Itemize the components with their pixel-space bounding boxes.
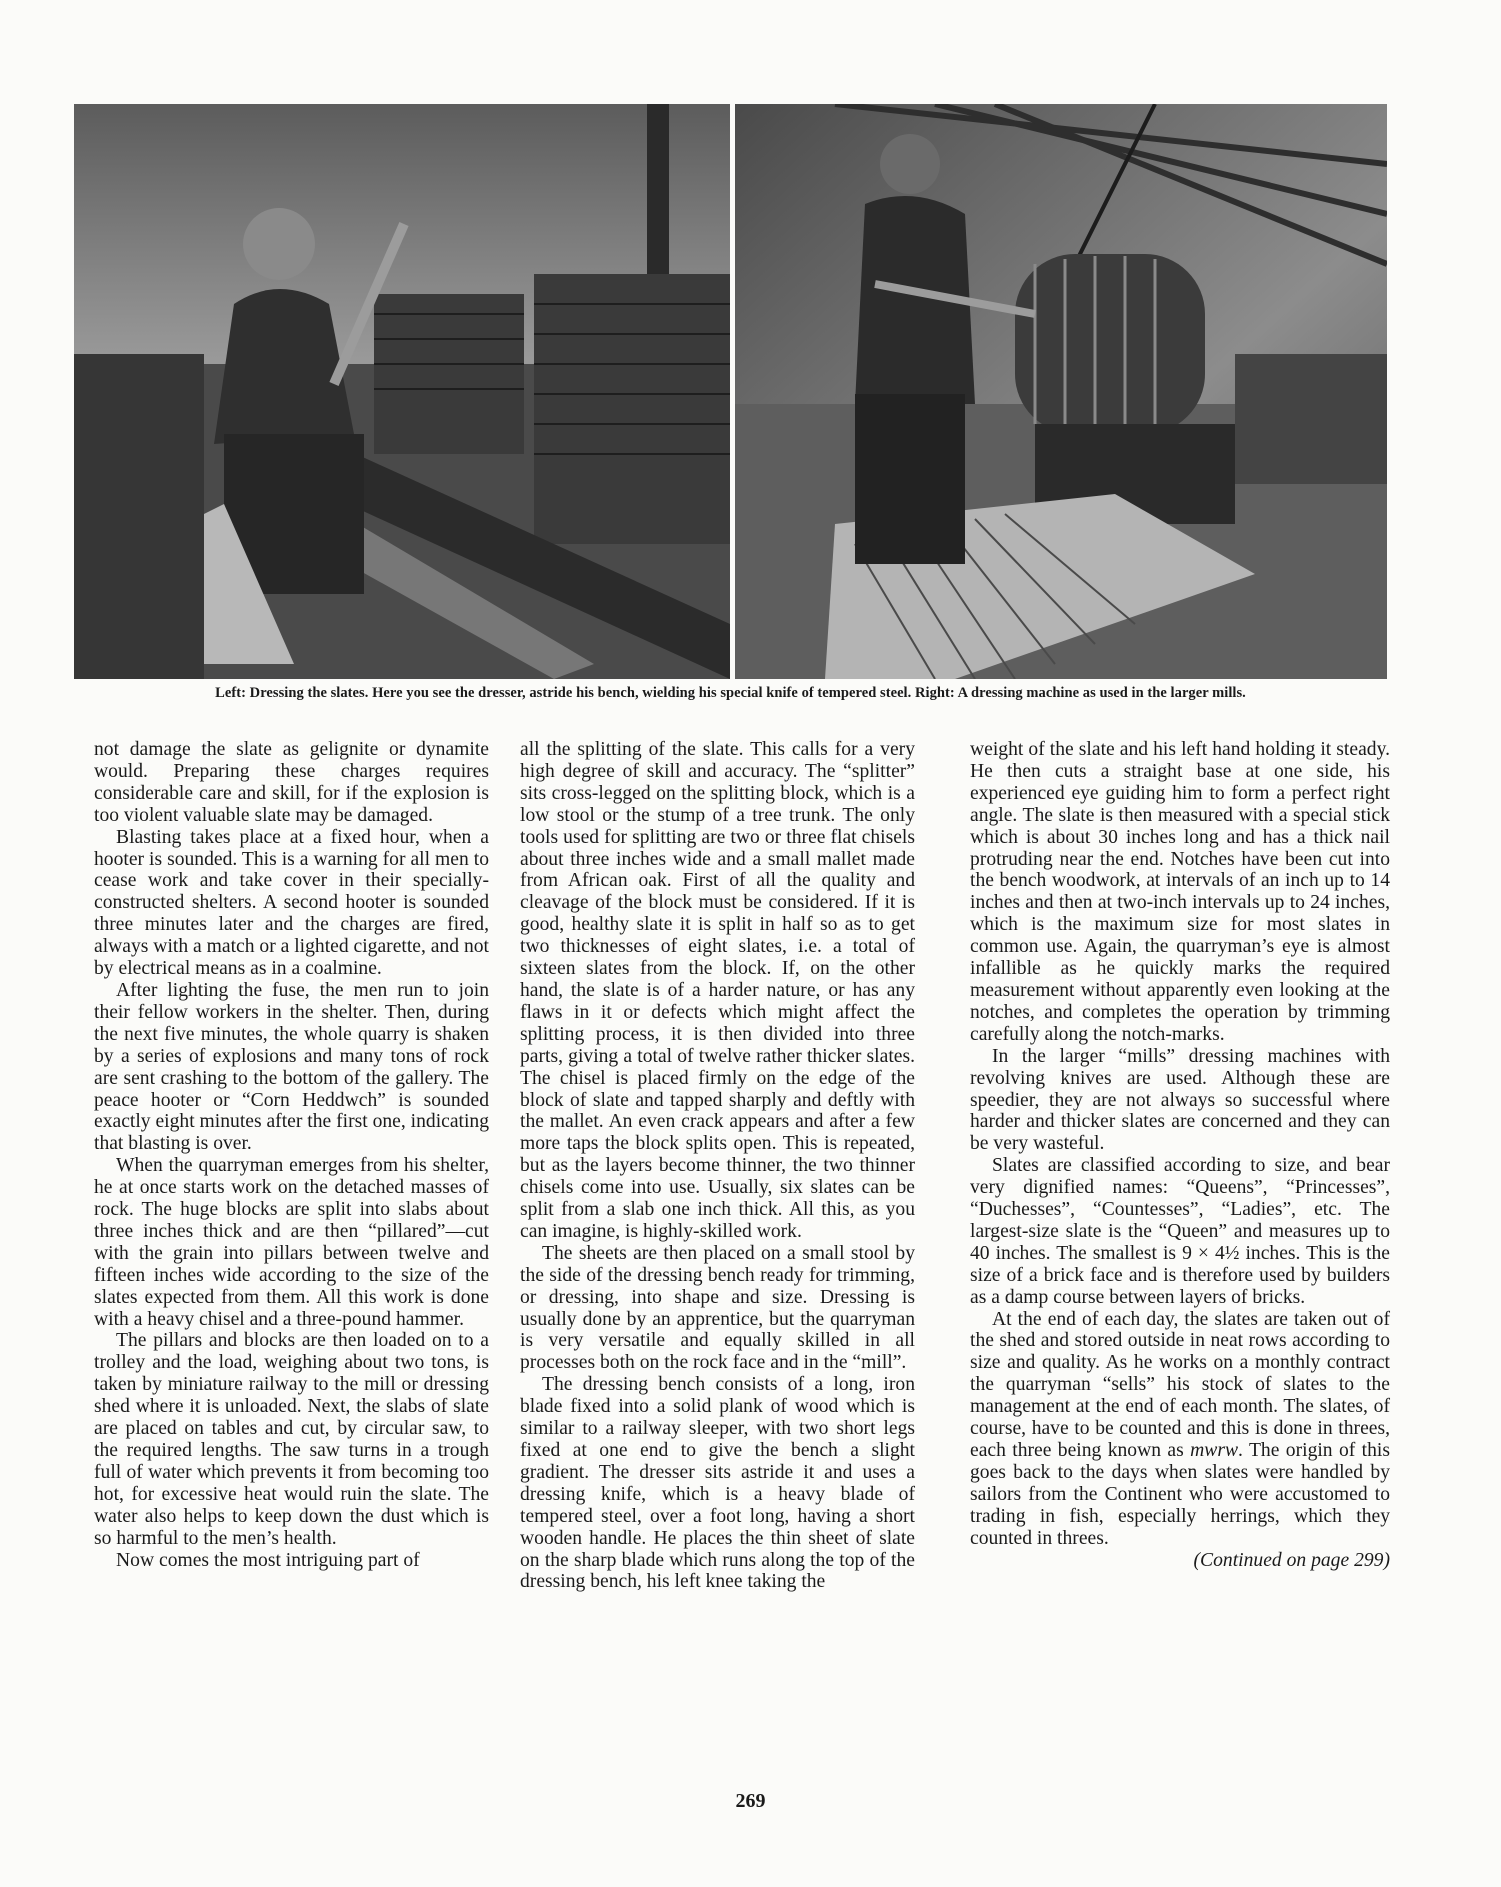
paragraph: all the splitting of the slate. This calls for a very high degree of skill and accuracy. The “splitter” sits cross-legged on the splitting block, which is a low stool or the stump of a tree trunk. The only tools used for splitting are two or three flat chisels about three inches wide and a small mallet made from African oak. First of all the quality and cleavage of the block must be considered. If it is good, healthy slate it is split in half so as to get two thicknesses of eight slates, i.e. a total of sixteen slates from the block. If, on the other hand, the slate is of a harder nature, or has any flaws in it or defects which might affect the splitting process, it is then divided into three parts, giving a total of twelve rather thicker slates. The chisel is placed firmly on the edge of the block of slate and tapped sharply and deftly with the mallet. An even crack appears and after a few more taps the block splits open. This is repeated, but as the layers become thinner, the two thinner chisels come into use. Usually, six slates can be split from a slab one inch thick. All this, as you can imagine, is highly-skilled work. [520, 739, 915, 1242]
text-column-2 [520, 739, 915, 1593]
paragraph: After lighting the fuse, the men run to join their fellow workers in the shelter. Then, during the next five minutes, the whole quarry is shaken by a series of explosions and many tons of rock are sent crashing to the bottom of the gallery. The peace hooter or “Corn Heddwch” is sounded exactly eight minutes after the first one, indicating that blasting is over. [94, 979, 490, 1155]
italic-term: mwrw [1190, 1440, 1239, 1461]
text-column-1 [94, 739, 489, 1571]
slate-dresser-photo [74, 104, 730, 679]
paragraph: The pillars and blocks are then loaded on to a trolley and the load, weighing about two tons, is taken by miniature railway to the mill or dressing shed where it is unloaded. Next, the slabs of slate are placed on tables and cut, by circular saw, to the required lengths. The saw turns in a trough full of water which prevents it from becoming too hot, for excessive heat would ruin the slate. The water also helps to keep down the dust which is so harmful to the men’s health. [94, 1330, 489, 1549]
paragraph: not damage the slate as gelignite or dynamite would. Preparing these charges requires considerable care and skill, for if the explosion is too violent valuable slate may be damaged. [94, 739, 489, 826]
paragraph: In the larger “mills” dressing machines with revolving knives are used. Although these are speedier, they are not always so successful where harder and thicker slates are concerned and they can be very wasteful. [970, 1045, 1390, 1155]
paragraph: Now comes the most intriguing part of [116, 1549, 420, 1571]
paragraph: The sheets are then placed on a small stool by the side of the dressing bench ready for trimming, or dressing, into shape and size. Dressing is usually done by an apprentice, but the quarryman is very versatile and equally skilled in all processes both on the rock face and in the “mill”. [520, 1242, 915, 1374]
continued-note: (Continued on page 299) [1193, 1549, 1390, 1571]
paragraph: The dressing bench consists of a long, iron blade fixed into a solid plank of wood which is similar to a railway sleeper, with two short legs fixed at one end to give the bench a slight gradient. The dresser sits astride it and uses a dressing knife, which is a heavy blade of tempered steel, over a foot long, having a short wooden handle. He places the thin sheet of slate on the sharp blade which runs along the top of the dressing bench, his left knee taking the [520, 1374, 915, 1593]
dressing-machine-photo [735, 104, 1387, 679]
text-run: . The origin of this goes back to the days when slates were handled by sailors from the Continent who were accustomed to trading in fish, especially herrings, which they counted in threes. [970, 1440, 1390, 1549]
photo-caption: Left: Dressing the slates. Here you see the dresser, astride his bench, wielding his special knife of tempered steel. Right: A dressing machine as used in the larger mills. [215, 685, 1246, 701]
paragraph: When the quarryman emerges from his shelter, he at once starts work on the detached masses of rock. The huge blocks are split into slabs about three inches thick and are then “pillared”—cut with the grain into pillars between twelve and fifteen inches wide according to the size of the slates expected from them. All this work is done with a heavy chisel and a three-pound hammer. [94, 1155, 489, 1330]
paragraph: Blasting takes place at a fixed hour, when a hooter is sounded. This is a warning for all men to cease work and take cover in their specially-constructed shelters. A second hooter is sounded three minutes later and the charges are fired, always with a match or a lighted cigarette, and not by electrical means as in a coalmine. [94, 826, 490, 980]
paragraph: weight of the slate and his left hand holding it steady. He then cuts a straight base at one side, his experienced eye guiding him to form a perfect right angle. The slate is then measured with a special stick which is about 30 inches long and has a thick nail protruding near the end. Notches have been cut into the bench woodwork, at intervals of an inch up to 14 inches and then at two-inch intervals up to 24 inches, which is the maximum size for most slates in common use. Again, the quarryman’s eye is almost infallible as he quickly marks the required measurement without apparently even looking at the notches, and completes the operation by trimming carefully along the notch-marks. [970, 739, 1390, 1045]
text-column-3 [970, 739, 1390, 1571]
paragraph-last [970, 1309, 1390, 1550]
paragraph: Slates are classified according to size, and bear very dignified names: “Queens”, “Princesses”, “Duchesses”, “Countesses”, “Ladies”, etc. The largest-size slate is the “Queen” and measures up to 40 inches. The smallest is 9 × 4½ inches. This is the size of a brick face and is therefore used by builders as a damp course between layers of bricks. [970, 1155, 1390, 1308]
text-run: At the end of each day, the slates are taken out of the shed and stored outside in neat rows according to size and quality. As he works on a monthly contract the quarryman “sells” his stock of slates to the management at the end of each month. The slates, of course, have to be counted and this is done in threes, each three being known as [970, 1308, 1390, 1461]
page-number: 269 [735, 1790, 766, 1812]
